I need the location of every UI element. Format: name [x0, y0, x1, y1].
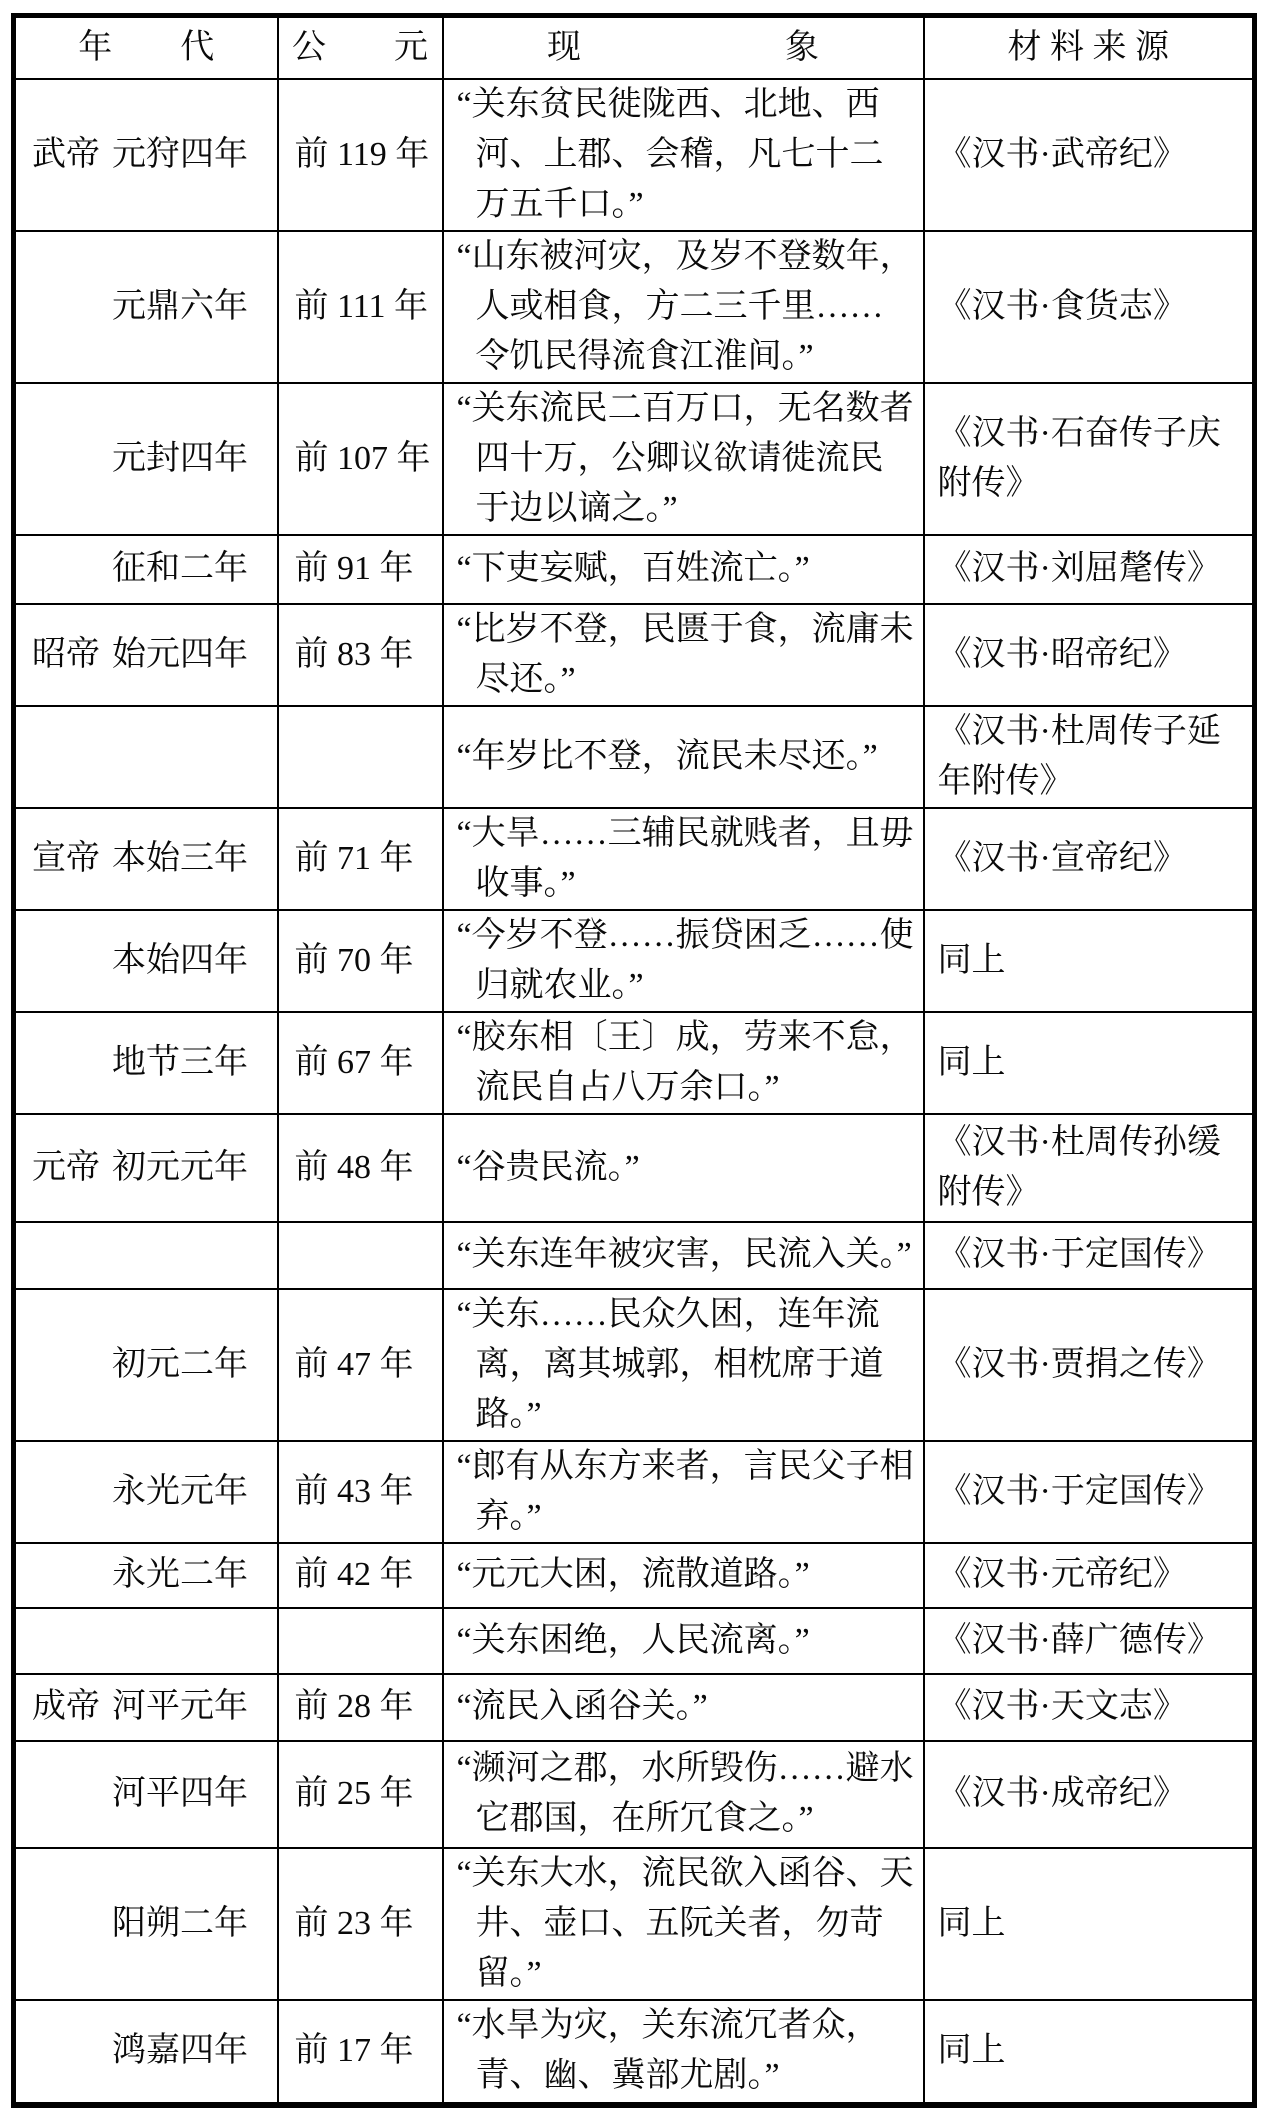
table-row — [14, 1848, 1255, 2000]
era-cell — [14, 1289, 278, 1441]
year-cell: 前 48 年 — [278, 1114, 443, 1222]
era-cell — [14, 1441, 278, 1543]
emperor-label: 宣帝 — [32, 839, 100, 877]
year-cell: 前 111 年 — [278, 231, 443, 383]
year-cell: 前 70 年 — [278, 910, 443, 1012]
era-label: 元鼎六年 — [112, 287, 248, 325]
era-cell — [14, 1012, 278, 1114]
era-cell — [14, 808, 278, 910]
era-label: 河平元年 — [112, 1688, 248, 1725]
phenomenon-cell: “濒河之郡，水所毁伤……避水它郡国，在所冗食之。” — [443, 1741, 924, 1848]
era-cell — [14, 1741, 278, 1848]
table-row — [14, 535, 1255, 604]
phenomenon-cell: “关东贫民徙陇西、北地、西河、上郡、会稽，凡七十二万五千口。” — [443, 79, 924, 231]
phenomenon-cell: “下吏妄赋，百姓流亡。” — [443, 535, 924, 604]
source-cell: 同上 — [924, 2000, 1255, 2105]
header-source: 材 料 来 源 — [924, 16, 1255, 79]
source-cell: 同上 — [924, 910, 1255, 1012]
source-cell: 同上 — [924, 1848, 1255, 2000]
phenomenon-cell: “谷贵民流。” — [443, 1114, 924, 1222]
table-row — [14, 1608, 1255, 1674]
source-cell: 《汉书·于定国传》 — [924, 1441, 1255, 1543]
era-label: 初元元年 — [112, 1148, 248, 1186]
phenomenon-cell: “比岁不登，民匮于食，流庸未尽还。” — [443, 604, 924, 706]
table-row — [14, 1114, 1255, 1222]
era-cell — [14, 535, 278, 604]
era-label: 河平四年 — [112, 1775, 248, 1812]
header-row — [14, 16, 1255, 79]
emperor-label: 成帝 — [32, 1688, 100, 1725]
source-cell: 《汉书·昭帝纪》 — [924, 604, 1255, 706]
year-cell: 前 83 年 — [278, 604, 443, 706]
source-cell: 《汉书·石奋传子庆附传》 — [924, 383, 1255, 535]
era-label: 元封四年 — [112, 439, 248, 477]
era-label: 永光二年 — [112, 1556, 248, 1593]
emperor-label: 元帝 — [32, 1148, 100, 1186]
year-cell: 前 91 年 — [278, 535, 443, 604]
era-cell — [14, 1608, 278, 1674]
phenomenon-cell: “关东困绝，人民流离。” — [443, 1608, 924, 1674]
year-cell: 前 43 年 — [278, 1441, 443, 1543]
era-label: 征和二年 — [112, 550, 248, 587]
phenomenon-cell: “大旱……三辅民就贱者，且毋收事。” — [443, 808, 924, 910]
header-phenomenon: 现 象 — [443, 16, 924, 79]
year-cell: 前 23 年 — [278, 1848, 443, 2000]
era-cell — [14, 231, 278, 383]
table-row — [14, 79, 1255, 231]
source-cell: 《汉书·薛广德传》 — [924, 1608, 1255, 1674]
table-row — [14, 1741, 1255, 1848]
table-row — [14, 1543, 1255, 1608]
table-row — [14, 808, 1255, 910]
source-cell: 同上 — [924, 1012, 1255, 1114]
phenomenon-cell: “关东流民二百万口，无名数者四十万，公卿议欲请徙流民于边以谪之。” — [443, 383, 924, 535]
year-cell: 前 17 年 — [278, 2000, 443, 2105]
era-label: 永光元年 — [112, 1472, 248, 1510]
phenomenon-cell: “流民入函谷关。” — [443, 1674, 924, 1741]
header-era: 年 代 — [14, 16, 278, 79]
era-cell — [14, 383, 278, 535]
table-row — [14, 1674, 1255, 1741]
source-cell: 《汉书·刘屈氂传》 — [924, 535, 1255, 604]
table-row — [14, 706, 1255, 808]
source-cell: 《汉书·贾捐之传》 — [924, 1289, 1255, 1441]
year-cell — [278, 1608, 443, 1674]
era-cell — [14, 1114, 278, 1222]
phenomenon-cell: “胶东相〔王〕成，劳来不怠，流民自占八万余口。” — [443, 1012, 924, 1114]
source-cell: 《汉书·食货志》 — [924, 231, 1255, 383]
era-label: 本始四年 — [112, 941, 248, 979]
era-cell — [14, 79, 278, 231]
era-cell — [14, 2000, 278, 2105]
era-cell — [14, 1222, 278, 1289]
year-cell: 前 25 年 — [278, 1741, 443, 1848]
era-label: 元狩四年 — [112, 135, 248, 173]
year-cell: 前 47 年 — [278, 1289, 443, 1441]
era-label: 初元二年 — [112, 1345, 248, 1383]
table-row — [14, 604, 1255, 706]
table-row — [14, 1289, 1255, 1441]
table-row — [14, 910, 1255, 1012]
table-row — [14, 383, 1255, 535]
year-cell — [278, 706, 443, 808]
table-row — [14, 231, 1255, 383]
year-cell: 前 107 年 — [278, 383, 443, 535]
phenomenon-cell: “山东被河灾，及岁不登数年，人或相食，方二三千里……令饥民得流食江淮间。” — [443, 231, 924, 383]
year-cell: 前 42 年 — [278, 1543, 443, 1608]
era-cell — [14, 604, 278, 706]
source-cell: 《汉书·宣帝纪》 — [924, 808, 1255, 910]
era-label: 始元四年 — [112, 635, 248, 673]
source-cell: 《汉书·武帝纪》 — [924, 79, 1255, 231]
era-cell — [14, 1543, 278, 1608]
era-cell — [14, 706, 278, 808]
source-cell: 《汉书·元帝纪》 — [924, 1543, 1255, 1608]
source-cell: 《汉书·杜周传孙缓附传》 — [924, 1114, 1255, 1222]
phenomenon-cell: “年岁比不登，流民未尽还。” — [443, 706, 924, 808]
phenomenon-cell: “元元大困，流散道路。” — [443, 1543, 924, 1608]
phenomenon-cell: “今岁不登……振贷困乏……使归就农业。” — [443, 910, 924, 1012]
emperor-label: 昭帝 — [32, 635, 100, 673]
era-cell — [14, 1674, 278, 1741]
era-label: 阳朔二年 — [112, 1904, 248, 1942]
phenomenon-cell: “郎有从东方来者，言民父子相弃。” — [443, 1441, 924, 1543]
source-cell: 《汉书·杜周传子延年附传》 — [924, 706, 1255, 808]
source-cell: 《汉书·天文志》 — [924, 1674, 1255, 1741]
year-cell: 前 67 年 — [278, 1012, 443, 1114]
year-cell — [278, 1222, 443, 1289]
table-row — [14, 1012, 1255, 1114]
year-cell: 前 119 年 — [278, 79, 443, 231]
era-cell — [14, 1848, 278, 2000]
table-row — [14, 1222, 1255, 1289]
header-year: 公 元 — [278, 16, 443, 79]
emperor-label: 武帝 — [32, 135, 100, 173]
era-label: 鸿嘉四年 — [112, 2032, 248, 2069]
phenomenon-cell: “关东……民众久困，连年流离，离其城郭，相枕席于道路。” — [443, 1289, 924, 1441]
table-row — [14, 1441, 1255, 1543]
table-row — [14, 2000, 1255, 2105]
phenomenon-cell: “关东大水，流民欲入函谷、天井、壶口、五阮关者，勿苛留。” — [443, 1848, 924, 2000]
source-cell: 《汉书·于定国传》 — [924, 1222, 1255, 1289]
source-cell: 《汉书·成帝纪》 — [924, 1741, 1255, 1848]
era-label: 地节三年 — [112, 1043, 248, 1081]
phenomenon-cell: “关东连年被灾害，民流入关。” — [443, 1222, 924, 1289]
era-cell — [14, 910, 278, 1012]
year-cell: 前 71 年 — [278, 808, 443, 910]
phenomenon-cell: “水旱为灾，关东流冗者众，青、幽、冀部尤剧。” — [443, 2000, 924, 2105]
han-refugee-records-table — [11, 13, 1257, 2108]
era-label: 本始三年 — [112, 839, 248, 877]
year-cell: 前 28 年 — [278, 1674, 443, 1741]
